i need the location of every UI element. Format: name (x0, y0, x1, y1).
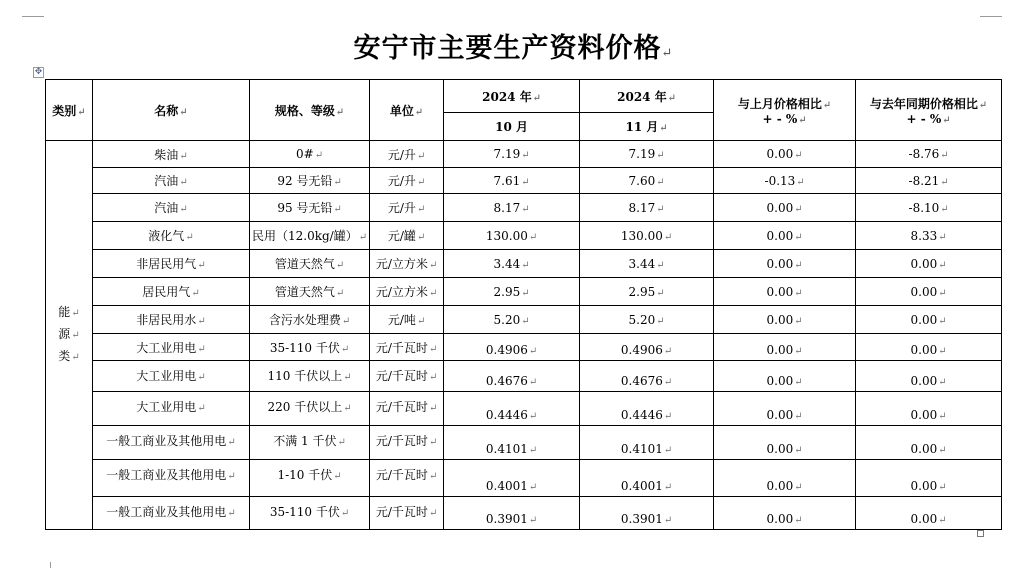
oct-price-cell: 0.4676↵ (444, 361, 580, 392)
mom-change-cell: 0.00↵ (714, 194, 856, 222)
unit-cell: 元/罐↵ (370, 222, 444, 250)
header-nov-month: 11 月↵ (580, 113, 714, 141)
header-oct-month: 10 月 (444, 113, 580, 141)
header-category: 类别↵ (46, 80, 93, 141)
spec-cell: 220 千伏以上↵ (250, 392, 370, 426)
table-row (46, 250, 1002, 278)
mom-change-cell: 0.00↵ (714, 334, 856, 361)
spec-cell: 1-10 千伏↵ (250, 460, 370, 497)
oct-price-cell: 5.20↵ (444, 306, 580, 334)
mom-change-cell: -0.13↵ (714, 168, 856, 194)
unit-cell: 元/千瓦时↵ (370, 334, 444, 361)
spec-cell: 92 号无铅↵ (250, 168, 370, 194)
oct-price-cell: 7.19↵ (444, 141, 580, 168)
spec-cell: 不满 1 千伏↵ (250, 426, 370, 460)
yoy-change-cell: 0.00↵ (856, 426, 1002, 460)
spec-cell: 民用（12.0kg/罐）↵ (250, 222, 370, 250)
table-row (46, 361, 1002, 392)
yoy-change-cell: -8.21↵ (856, 168, 1002, 194)
unit-cell: 元/升↵ (370, 194, 444, 222)
table-row (46, 306, 1002, 334)
name-cell: 居民用气↵ (93, 278, 250, 306)
table-row (46, 168, 1002, 194)
nov-price-cell: 3.44↵ (580, 250, 714, 278)
price-table (45, 79, 1002, 530)
unit-cell: 元/升↵ (370, 141, 444, 168)
table-move-handle-icon[interactable]: ✥ (34, 67, 43, 77)
table-row (46, 278, 1002, 306)
category-cell: 能↵ 源↵ 类↵ (46, 141, 93, 530)
yoy-change-cell: -8.10↵ (856, 194, 1002, 222)
header-row (46, 80, 1002, 113)
yoy-change-cell: 0.00↵ (856, 460, 1002, 497)
spec-cell: 含污水处理费↵ (250, 306, 370, 334)
table-row (46, 497, 1002, 530)
nov-price-cell: 0.3901↵ (580, 497, 714, 530)
mom-change-cell: 0.00↵ (714, 361, 856, 392)
nov-price-cell: 5.20↵ (580, 306, 714, 334)
unit-cell: 元/千瓦时↵ (370, 460, 444, 497)
nov-price-cell: 2.95↵ (580, 278, 714, 306)
header-nov-year: 2024 年↵ (580, 80, 714, 113)
page-corner-mark (50, 562, 51, 568)
spec-cell: 95 号无铅↵ (250, 194, 370, 222)
table-resize-handle[interactable] (977, 530, 984, 537)
spec-cell: 管道天然气↵ (250, 250, 370, 278)
title-text: 安宁市主要生产资料价格 (353, 33, 662, 64)
name-cell: 汽油↵ (93, 194, 250, 222)
spec-cell: 110 千伏以上↵ (250, 361, 370, 392)
yoy-change-cell: 0.00↵ (856, 278, 1002, 306)
nov-price-cell: 0.4001↵ (580, 460, 714, 497)
header-name: 名称↵ (93, 80, 250, 141)
nov-price-cell: 0.4101↵ (580, 426, 714, 460)
oct-price-cell: 7.61↵ (444, 168, 580, 194)
nov-price-cell: 0.4676↵ (580, 361, 714, 392)
mom-change-cell: 0.00↵ (714, 460, 856, 497)
nov-price-cell: 8.17↵ (580, 194, 714, 222)
mom-change-cell: 0.00↵ (714, 278, 856, 306)
header-unit: 单位↵ (370, 80, 444, 141)
document-title (0, 26, 1027, 65)
name-cell: 一般工商业及其他用电↵ (93, 426, 250, 460)
header-mom: 与上月价格相比↵ + - %↵ (714, 80, 856, 141)
name-cell: 大工业用电↵ (93, 334, 250, 361)
header-oct-year: 2024 年↵ (444, 80, 580, 113)
yoy-change-cell: 0.00↵ (856, 392, 1002, 426)
yoy-change-cell: 0.00↵ (856, 334, 1002, 361)
table-row (46, 141, 1002, 168)
name-cell: 非居民用水↵ (93, 306, 250, 334)
table-row (46, 392, 1002, 426)
table-row (46, 460, 1002, 497)
spec-cell: 35-110 千伏↵ (250, 334, 370, 361)
nov-price-cell: 130.00↵ (580, 222, 714, 250)
name-cell: 汽油↵ (93, 168, 250, 194)
mom-change-cell: 0.00↵ (714, 306, 856, 334)
spec-cell: 0#↵ (250, 141, 370, 168)
nov-price-cell: 0.4906↵ (580, 334, 714, 361)
mom-change-cell: 0.00↵ (714, 426, 856, 460)
name-cell: 一般工商业及其他用电↵ (93, 497, 250, 530)
mom-change-cell: 0.00↵ (714, 222, 856, 250)
paragraph-mark: ↵ (661, 46, 674, 61)
name-cell: 大工业用电↵ (93, 392, 250, 426)
name-cell: 非居民用气↵ (93, 250, 250, 278)
header-spec: 规格、等级↵ (250, 80, 370, 141)
oct-price-cell: 130.00↵ (444, 222, 580, 250)
nov-price-cell: 7.19↵ (580, 141, 714, 168)
table-row (46, 194, 1002, 222)
yoy-change-cell: 8.33↵ (856, 222, 1002, 250)
page-corner-mark (22, 6, 44, 17)
unit-cell: 元/吨↵ (370, 306, 444, 334)
yoy-change-cell: 0.00↵ (856, 497, 1002, 530)
header-yoy: 与去年同期价格相比↵ + - %↵ (856, 80, 1002, 141)
unit-cell: 元/千瓦时↵ (370, 392, 444, 426)
yoy-change-cell: 0.00↵ (856, 306, 1002, 334)
mom-change-cell: 0.00↵ (714, 141, 856, 168)
table-row (46, 426, 1002, 460)
name-cell: 大工业用电↵ (93, 361, 250, 392)
oct-price-cell: 8.17↵ (444, 194, 580, 222)
spec-cell: 管道天然气↵ (250, 278, 370, 306)
nov-price-cell: 7.60↵ (580, 168, 714, 194)
mom-change-cell: 0.00↵ (714, 392, 856, 426)
mom-change-cell: 0.00↵ (714, 250, 856, 278)
name-cell: 柴油↵ (93, 141, 250, 168)
mom-change-cell: 0.00↵ (714, 497, 856, 530)
page-corner-mark (980, 6, 1002, 17)
name-cell: 一般工商业及其他用电↵ (93, 460, 250, 497)
oct-price-cell: 0.4446↵ (444, 392, 580, 426)
oct-price-cell: 0.4906↵ (444, 334, 580, 361)
oct-price-cell: 2.95↵ (444, 278, 580, 306)
unit-cell: 元/升↵ (370, 168, 444, 194)
yoy-change-cell: 0.00↵ (856, 361, 1002, 392)
oct-price-cell: 0.4101↵ (444, 426, 580, 460)
name-cell: 液化气↵ (93, 222, 250, 250)
oct-price-cell: 0.4001↵ (444, 460, 580, 497)
yoy-change-cell: 0.00↵ (856, 250, 1002, 278)
unit-cell: 元/立方米↵ (370, 278, 444, 306)
oct-price-cell: 3.44↵ (444, 250, 580, 278)
table-row (46, 334, 1002, 361)
unit-cell: 元/千瓦时↵ (370, 497, 444, 530)
yoy-change-cell: -8.76↵ (856, 141, 1002, 168)
table-row (46, 222, 1002, 250)
nov-price-cell: 0.4446↵ (580, 392, 714, 426)
unit-cell: 元/立方米↵ (370, 250, 444, 278)
oct-price-cell: 0.3901↵ (444, 497, 580, 530)
unit-cell: 元/千瓦时↵ (370, 361, 444, 392)
spec-cell: 35-110 千伏↵ (250, 497, 370, 530)
unit-cell: 元/千瓦时↵ (370, 426, 444, 460)
